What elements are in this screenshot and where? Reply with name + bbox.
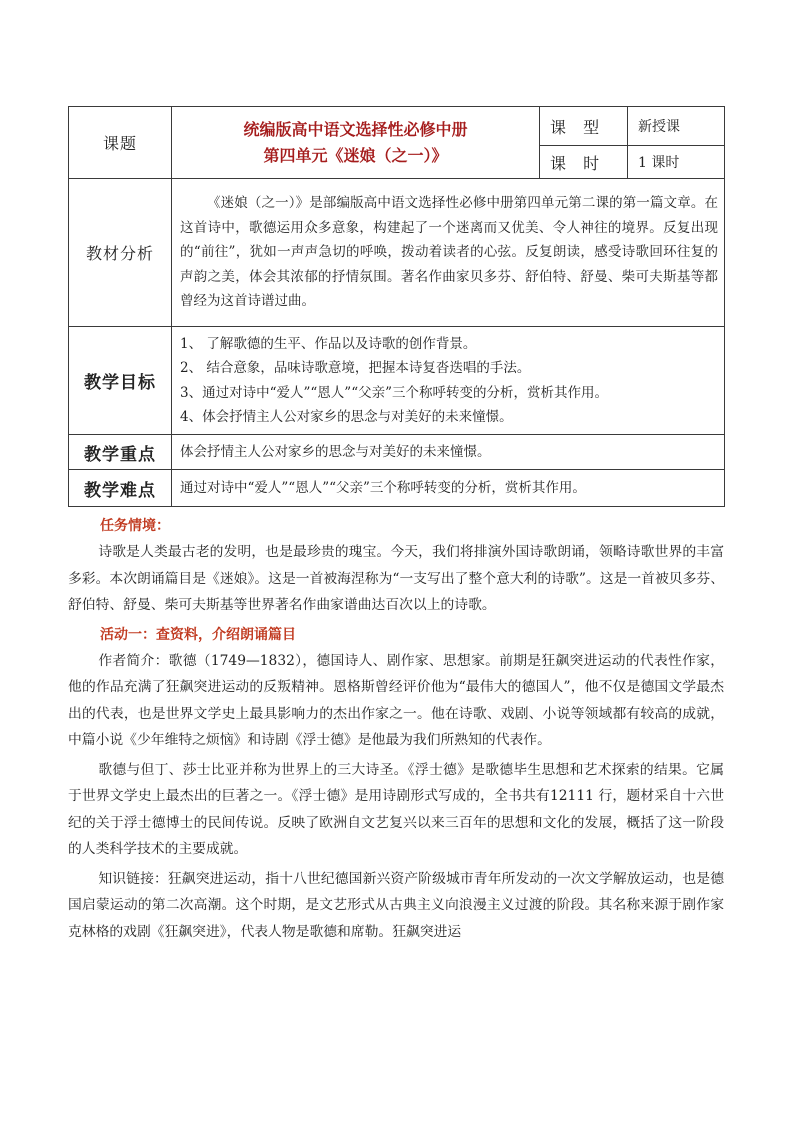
goal-item: 1、 了解歌德的生平、作品以及诗歌的创作背景。	[180, 335, 477, 352]
lesson-time-label: 课 时	[540, 146, 628, 179]
lesson-time-value: 1 课时	[628, 146, 725, 179]
task-heading: 任务情境：	[100, 518, 170, 534]
lesson-title	[172, 107, 540, 179]
analysis-label: 教材分析	[69, 179, 172, 327]
lesson-type-value: 新授课	[628, 107, 725, 146]
topic-label: 课题	[69, 107, 172, 179]
difficulty-label: 教学难点	[69, 470, 172, 507]
activity-heading: 活动一：查资料，介绍朗诵篇目	[100, 626, 296, 643]
goal-item: 2、 结合意象，品味诗歌意境，把握本诗复沓迭唱的手法。	[180, 360, 531, 376]
lesson-plan-table	[68, 106, 725, 507]
body-text	[68, 513, 724, 945]
key-point-text: 体会抒情主人公对家乡的思念与对美好的未来憧憬。	[172, 435, 725, 470]
author-paragraph: 作者简介：歌德（1749—1832），德国诗人、剧作家、思想家。前期是狂飙突进运动的代表性作家，他的作品充满了狂飙突进运动的反叛精神。恩格斯曾经评价他为“最伟大的德国人”，他不仅是德国文学最杰出的代表，也是世界文学史上最具影响力的杰出作家之一。他在诗歌、戏剧、小说等领域都有较高的成就，中篇小说《少年维特之烦恼》和诗剧《浮士德》是他最为我们所熟知的代表作。	[68, 652, 724, 748]
goals-list	[172, 327, 725, 435]
faust-paragraph: 歌德与但丁、莎士比亚并称为世界上的三大诗圣。《浮士德》是歌德毕生思想和艺术探索的结果。它属于世界文学史上最杰出的巨著之一。《浮士德》是用诗剧形式写成的，全书共有12111 行，题材采自十六世纪的关于浮士德博士的民间传说。反映了欧洲自文艺复兴以来三百年的思想和文化的发展，概括了这一阶段的人类科学技术的主要成就。	[68, 761, 724, 857]
goal-item: 3、通过对诗中“爱人”“恩人”“父亲”三个称呼转变的分析，赏析其作用。	[180, 384, 608, 401]
task-paragraph: 诗歌是人类最古老的发明，也是最珍贵的瑰宝。今天，我们将排演外国诗歌朗诵，领略诗歌世界的丰富多彩。本次朗诵篇目是《迷娘》。这是一首被海涅称为“一支写出了整个意大利的诗歌”。这是一首被贝多芬、舒伯特、舒曼、柴可夫斯基等世界著名作曲家谱曲达百次以上的诗歌。	[68, 544, 724, 613]
lesson-type-label: 课 型	[540, 107, 628, 146]
analysis-text: 《迷娘（之一）》是部编版高中语文选择性必修中册第四单元第二课的第一篇文章。在这首诗中，歌德运用众多意象，构建起了一个迷离而又优美、令人神往的境界。反复出现的“前往”，犹如一声声急切的呼唤，拨动着读者的心弦。反复朗读，感受诗歌回环往复的声韵之美，体会其浓郁的抒情氛围。著名作曲家贝多芬、舒伯特、舒曼、柴可夫斯基等都曾经为这首诗谱过曲。	[172, 179, 725, 327]
key-point-label: 教学重点	[69, 435, 172, 470]
knowledge-paragraph: 知识链接：狂飙突进运动，指十八世纪德国新兴资产阶级城市青年所发动的一次文学解放运动，也是德国启蒙运动的第二次高潮。这个时期，是文艺形式从古典主义向浪漫主义过渡的阶段。其名称来源于剧作家克林格的戏剧《狂飙突进》，代表人物是歌德和席勒。狂飙突进运	[68, 870, 724, 940]
goal-item: 4、体会抒情主人公对家乡的思念与对美好的未来憧憬。	[180, 409, 513, 425]
difficulty-text: 通过对诗中“爱人”“恩人”“父亲”三个称呼转变的分析，赏析其作用。	[172, 470, 725, 507]
lesson-title-line2: 第四单元《迷娘（之一）》	[263, 145, 448, 165]
goals-label: 教学目标	[69, 327, 172, 435]
lesson-title-line1: 统编版高中语文选择性必修中册	[243, 119, 468, 139]
